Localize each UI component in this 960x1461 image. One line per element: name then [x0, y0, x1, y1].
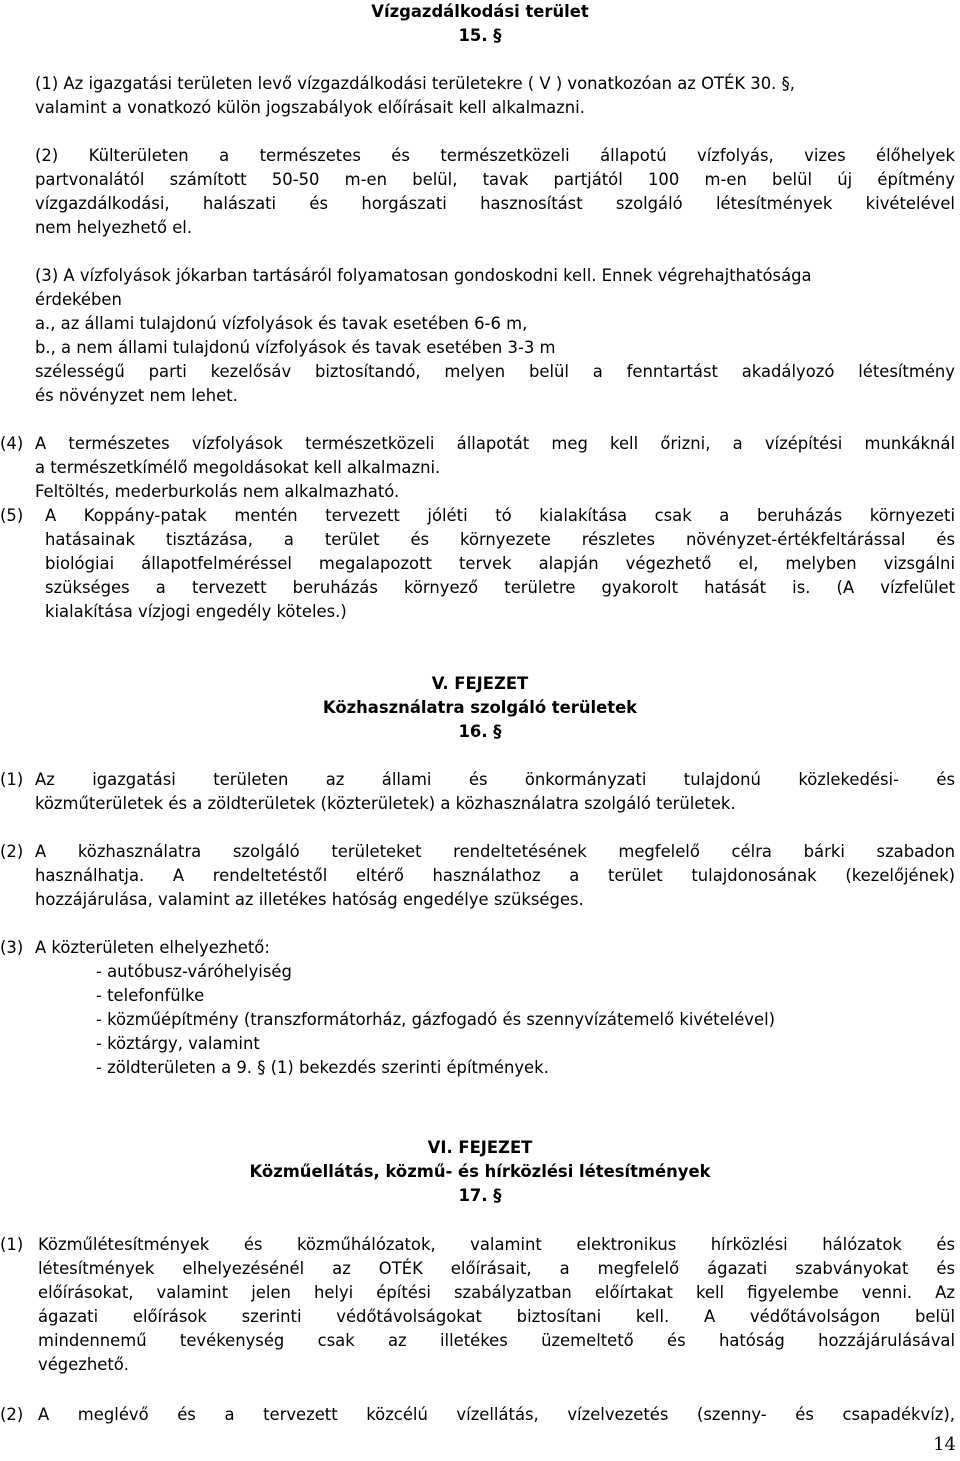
page-number: 14 [933, 1434, 956, 1455]
text-line: hozzájárulása, valamint az illetékes hatóság engedélye szükséges. [35, 890, 584, 909]
list-item: - közműépítmény (transzformátorház, gázfogadó és szennyvízátemelő kivételével) [96, 1010, 776, 1029]
text-line: Közműlétesítmények és közműhálózatok, valamint elektronikus hírközlési hálózatok és [38, 1235, 955, 1254]
section-title-vizgazdalkodas: Vízgazdálkodási terület [371, 2, 589, 21]
section-number-15: 15. § [458, 26, 502, 45]
text-line: A természetes vízfolyások természetközeli állapotát meg kell őrizni, a vízépítési munkáknál [35, 434, 955, 453]
text-line: mindennemű tevékenység csak az illetékes üzemeltető és hatóság hozzájárulásával [38, 1331, 955, 1350]
text-line: a természetkímélő megoldásokat kell alkalmazni. [35, 458, 441, 477]
text-line: (2) Külterületen a természetes és természetközeli állapotú vízfolyás, vizes élőhelyek [35, 146, 955, 165]
text-line: nem helyezhető el. [35, 218, 193, 237]
text-line: A közterületen elhelyezhető: [35, 938, 270, 957]
text-line: (1) Az igazgatási területen levő vízgazdálkodási területekre ( V ) vonatkozóan az OTÉK 30. §, [35, 74, 795, 93]
chapter-title-v: Közhasználatra szolgáló területek [322, 698, 638, 717]
list-item: - autóbusz-váróhelyiség [96, 962, 292, 981]
text-line: érdekében [35, 290, 122, 309]
paragraph-number: (2) [0, 842, 24, 861]
chapter-heading-v: V. FEJEZET [431, 674, 529, 693]
text-line: valamint a vonatkozó külön jogszabályok előírásait kell alkalmazni. [35, 98, 585, 117]
text-line: partvonalától számított 50-50 m-en belül, tavak partjától 100 m-en belül új építmény [35, 170, 955, 189]
list-item: - zöldterületen a 9. § (1) bekezdés szerinti építmények. [96, 1058, 549, 1077]
text-line: végezhető. [38, 1355, 130, 1374]
text-line: A Koppány-patak mentén tervezett jóléti tó kialakítása csak a beruházás környezeti [45, 506, 955, 525]
text-line: hatásainak tisztázása, a terület és környezete részletes növényzet-értékfeltárással és [45, 530, 955, 549]
text-line: A meglévő és a tervezett közcélú vízellátás, vízelvezetés (szenny- és csapadékvíz), [38, 1405, 955, 1424]
chapter-title-vi: Közműellátás, közmű- és hírközlési létesítmények [249, 1162, 711, 1181]
text-line: és növényzet nem lehet. [35, 386, 238, 405]
text-line: Az igazgatási területen az állami és önkormányzati tulajdonú közlekedési- és [35, 770, 955, 789]
section-number-17: 17. § [458, 1186, 502, 1205]
paragraph-number: (1) [0, 1235, 24, 1254]
paragraph-number: (4) [0, 434, 24, 453]
text-line: vízgazdálkodási, halászati és horgászati hasznosítást szolgáló létesítmények kivételével [35, 194, 955, 213]
paragraph-number: (2) [0, 1405, 24, 1424]
text-line: ágazati előírások szerinti védőtávolságokat biztosítani kell. A védőtávolságon belül [38, 1307, 955, 1326]
text-line: biológiai állapotfelméréssel megalapozott tervek alapján végezhető el, melyben vizsgálni [45, 554, 955, 573]
list-item: a., az állami tulajdonú vízfolyások és tavak esetében 6-6 m, [35, 314, 528, 333]
paragraph-number: (1) [0, 770, 24, 789]
text-line: használhatja. A rendeltetéstől eltérő használathoz a terület tulajdonosának (kezelőjének) [35, 866, 955, 885]
list-item: - köztárgy, valamint [96, 1034, 260, 1053]
text-line: szélességű parti kezelősáv biztosítandó, melyen belül a fenntartást akadályozó létesítmény [35, 362, 955, 381]
chapter-heading-vi: VI. FEJEZET [427, 1138, 533, 1157]
list-item: b., a nem állami tulajdonú vízfolyások és tavak esetében 3-3 m [35, 338, 556, 357]
text-line: előírásokat, valamint jelen helyi építési szabályzatban előírtakat kell figyelembe venni. Az [38, 1283, 955, 1302]
paragraph-number: (5) [0, 506, 24, 525]
list-item: - telefonfülke [96, 986, 205, 1005]
text-line: (3) A vízfolyások jókarban tartásáról folyamatosan gondoskodni kell. Ennek végrehajthatósága [35, 266, 812, 285]
text-line: közműterületek és a zöldterületek (közterületek) a közhasználatra szolgáló területek. [35, 794, 736, 813]
text-line: szükséges a tervezett beruházás környező területre gyakorolt hatását is. (A vízfelület [45, 578, 955, 597]
text-line: kialakítása vízjogi engedély köteles.) [45, 602, 347, 621]
text-line: Feltöltés, mederburkolás nem alkalmazható. [35, 482, 400, 501]
paragraph-number: (3) [0, 938, 24, 957]
text-line: A közhasználatra szolgáló területeket rendeltetésének megfelelő célra bárki szabadon [35, 842, 955, 861]
text-line: létesítmények elhelyezésénél az OTÉK előírásait, a megfelelő ágazati szabványokat és [38, 1259, 955, 1278]
section-number-16: 16. § [458, 722, 502, 741]
